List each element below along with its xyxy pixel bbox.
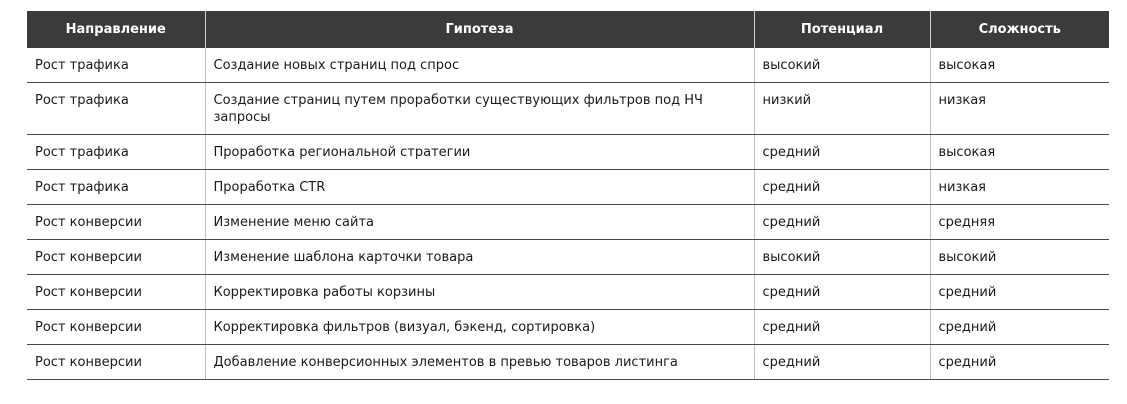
cell-potential: средний — [754, 170, 930, 205]
cell-direction: Рост трафика — [27, 135, 205, 170]
cell-complexity: низкая — [930, 83, 1109, 135]
cell-complexity: средний — [930, 345, 1109, 380]
cell-potential: средний — [754, 205, 930, 240]
cell-hypothesis: Добавление конверсионных элементов в превью товаров листинга — [205, 345, 754, 380]
table-row — [27, 240, 1109, 275]
table-row — [27, 205, 1109, 240]
table-row — [27, 48, 1109, 83]
cell-hypothesis: Корректировка фильтров (визуал, бэкенд, сортировка) — [205, 310, 754, 345]
table-row — [27, 310, 1109, 345]
cell-complexity: средняя — [930, 205, 1109, 240]
cell-direction: Рост трафика — [27, 48, 205, 83]
cell-direction: Рост конверсии — [27, 275, 205, 310]
cell-complexity: высокая — [930, 48, 1109, 83]
cell-hypothesis: Проработка региональной стратегии — [205, 135, 754, 170]
cell-complexity: высокая — [930, 135, 1109, 170]
table-row — [27, 345, 1109, 380]
header-direction: Направление — [27, 11, 205, 48]
cell-hypothesis: Изменение меню сайта — [205, 205, 754, 240]
cell-potential: высокий — [754, 240, 930, 275]
table-row — [27, 135, 1109, 170]
cell-hypothesis: Изменение шаблона карточки товара — [205, 240, 754, 275]
header-row — [27, 11, 1109, 48]
cell-direction: Рост конверсии — [27, 310, 205, 345]
cell-hypothesis: Создание новых страниц под спрос — [205, 48, 754, 83]
hypotheses-table-container — [27, 11, 1109, 380]
cell-potential: средний — [754, 310, 930, 345]
cell-complexity: низкая — [930, 170, 1109, 205]
cell-direction: Рост трафика — [27, 83, 205, 135]
table-row — [27, 275, 1109, 310]
cell-hypothesis: Корректировка работы корзины — [205, 275, 754, 310]
cell-potential: высокий — [754, 48, 930, 83]
cell-direction: Рост конверсии — [27, 205, 205, 240]
cell-direction: Рост конверсии — [27, 345, 205, 380]
cell-complexity: средний — [930, 310, 1109, 345]
cell-potential: средний — [754, 135, 930, 170]
cell-complexity: высокий — [930, 240, 1109, 275]
cell-potential: низкий — [754, 83, 930, 135]
cell-potential: средний — [754, 275, 930, 310]
table-row — [27, 170, 1109, 205]
table-header — [27, 11, 1109, 48]
cell-hypothesis: Проработка CTR — [205, 170, 754, 205]
cell-complexity: средний — [930, 275, 1109, 310]
cell-hypothesis: Создание страниц путем проработки существующих фильтров под НЧ запросы — [205, 83, 754, 135]
table-body — [27, 48, 1109, 380]
cell-potential: средний — [754, 345, 930, 380]
cell-direction: Рост трафика — [27, 170, 205, 205]
table-row — [27, 83, 1109, 135]
header-hypothesis: Гипотеза — [205, 11, 754, 48]
cell-direction: Рост конверсии — [27, 240, 205, 275]
header-complexity: Сложность — [930, 11, 1109, 48]
hypotheses-table — [27, 11, 1109, 380]
header-potential: Потенциал — [754, 11, 930, 48]
